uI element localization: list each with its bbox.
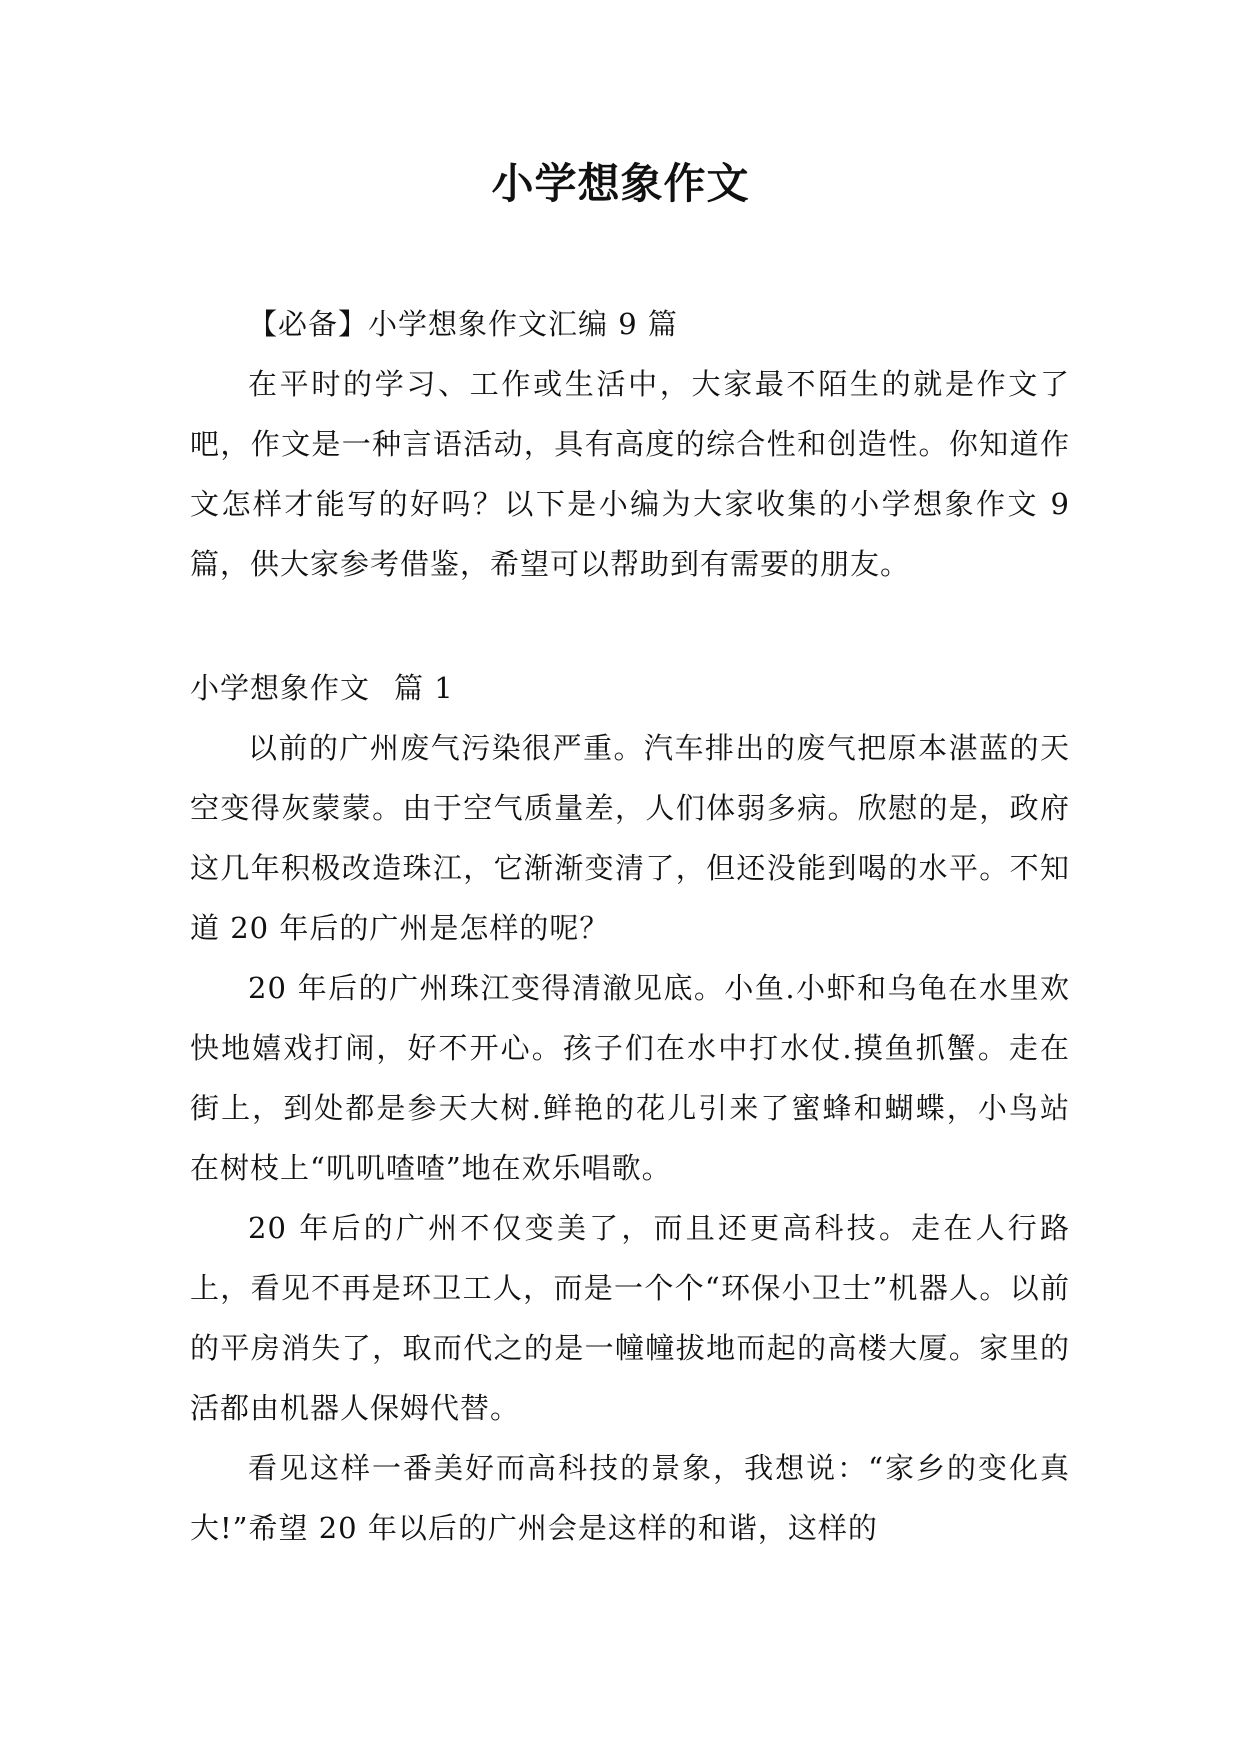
- section-heading-title: 小学想象作文: [190, 671, 371, 705]
- intro-paragraph: 在平时的学习、工作或生活中，大家最不陌生的就是作文了吧，作文是一种言语活动，具有高度的综合性和创造性。你知道作文怎样才能写的好吗？以下是小编为大家收集的小学想象作文 9 篇，供大家参考借鉴，希望可以帮助到有需要的朋友。: [190, 367, 1070, 581]
- section-paragraph-3: 20 年后的广州不仅变美了，而且还更高科技。走在人行路上，看见不再是环卫工人，而是一个个“环保小卫士”机器人。以前的平房消失了，取而代之的是一幢幢拔地而起的高楼大厦。家里的活都由机器人保姆代替。: [190, 1211, 1070, 1425]
- intro-subtitle: 【必备】小学想象作文汇编 9 篇: [248, 307, 678, 341]
- section-paragraph-1: 以前的广州废气污染很严重。汽车排出的废气把原本湛蓝的天空变得灰蒙蒙。由于空气质量差，人们体弱多病。欣慰的是，政府这几年积极改造珠江，它渐渐变清了，但还没能到喝的水平。不知道 20 年后的广州是怎样的呢？: [190, 731, 1070, 945]
- section-heading: [190, 658, 1070, 718]
- section-paragraph-4: 看见这样一番美好而高科技的景象，我想说：“家乡的变化真大!”希望 20 年以后的广州会是这样的和谐，这样的: [190, 1451, 1070, 1545]
- section-paragraph-2: 20 年后的广州珠江变得清澈见底。小鱼.小虾和乌龟在水里欢快地嬉戏打闹，好不开心。孩子们在水中打水仗.摸鱼抓蟹。走在街上，到处都是参天大树.鲜艳的花儿引来了蜜蜂和蝴蝶，小鸟站在树枝上“叽叽喳喳”地在欢乐唱歌。: [190, 971, 1070, 1185]
- section-heading-number: 篇 1: [394, 671, 454, 705]
- section-spacer: [190, 594, 1070, 658]
- document-title: 小学想象作文: [491, 159, 750, 208]
- document-body: [190, 294, 1070, 1558]
